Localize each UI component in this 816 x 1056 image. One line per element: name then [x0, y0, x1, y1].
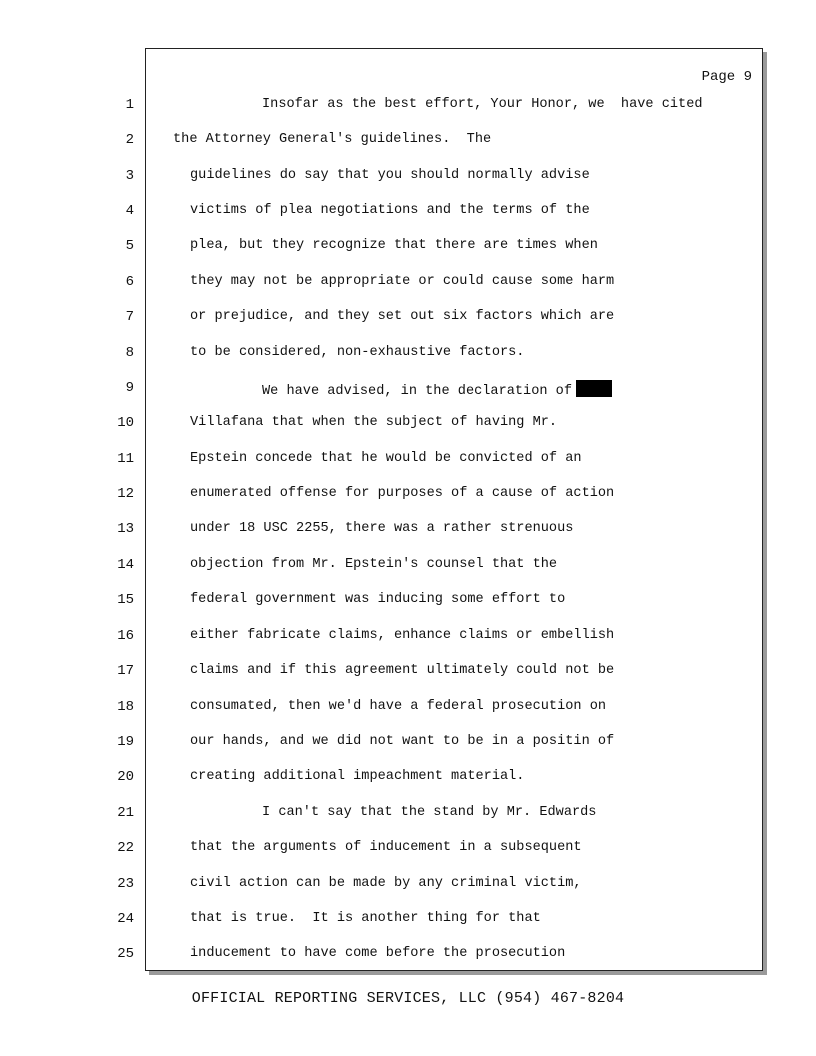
line-number: 10	[117, 415, 134, 431]
transcript-page	[145, 48, 763, 971]
transcript-line: Insofar as the best effort, Your Honor, we have cited	[262, 97, 703, 112]
line-number: 15	[117, 592, 134, 608]
transcript-line-text: We have advised, in the declaration of	[262, 384, 572, 399]
transcript-line: under 18 USC 2255, there was a rather strenuous	[190, 521, 574, 536]
line-number: 20	[117, 769, 134, 785]
line-number: 2	[125, 132, 134, 148]
line-number: 6	[125, 274, 134, 290]
transcript-line: Villafana that when the subject of having Mr.	[190, 415, 558, 430]
transcript-line: guidelines do say that you should normally advise	[190, 168, 590, 183]
page-number: Page 9	[701, 69, 752, 85]
transcript-line: inducement to have come before the prosecution	[190, 946, 566, 961]
transcript-line: plea, but they recognize that there are times when	[190, 238, 598, 253]
transcript-line: that is true. It is another thing for that	[190, 911, 541, 926]
line-number: 11	[117, 451, 134, 467]
transcript-line: the Attorney General's guidelines. The	[173, 132, 492, 147]
transcript-line: consumated, then we'd have a federal prosecution on	[190, 699, 607, 714]
transcript-line: to be considered, non-exhaustive factors.	[190, 345, 525, 360]
transcript-line: victims of plea negotiations and the terms of the	[190, 203, 590, 218]
redaction-box	[576, 380, 612, 397]
line-number: 22	[117, 840, 134, 856]
line-number: 12	[117, 486, 134, 502]
line-number: 8	[125, 345, 134, 361]
line-number: 17	[117, 663, 134, 679]
line-number: 25	[117, 946, 134, 962]
line-number: 19	[117, 734, 134, 750]
line-number: 7	[125, 309, 134, 325]
line-number: 23	[117, 876, 134, 892]
transcript-line: enumerated offense for purposes of a cause of action	[190, 486, 615, 501]
line-number: 24	[117, 911, 134, 927]
line-number: 1	[125, 97, 134, 113]
line-number: 9	[125, 380, 134, 396]
line-number: 3	[125, 168, 134, 184]
line-number: 4	[125, 203, 134, 219]
transcript-line: objection from Mr. Epstein's counsel that the	[190, 557, 558, 572]
transcript-line: or prejudice, and they set out six factors which are	[190, 309, 615, 324]
transcript-line: creating additional impeachment material.	[190, 769, 525, 784]
line-number: 13	[117, 521, 134, 537]
transcript-line: claims and if this agreement ultimately could not be	[190, 663, 615, 678]
line-number: 21	[117, 805, 134, 821]
transcript-line: that the arguments of inducement in a subsequent	[190, 840, 582, 855]
transcript-line: either fabricate claims, enhance claims or embellish	[190, 628, 615, 643]
transcript-line: Epstein concede that he would be convicted of an	[190, 451, 582, 466]
transcript-line: they may not be appropriate or could cause some harm	[190, 274, 615, 289]
line-number: 14	[117, 557, 134, 573]
transcript-line: civil action can be made by any criminal victim,	[190, 876, 582, 891]
line-number: 18	[117, 699, 134, 715]
transcript-line: federal government was inducing some effort to	[190, 592, 566, 607]
line-number: 16	[117, 628, 134, 644]
transcript-line: I can't say that the stand by Mr. Edwards	[262, 805, 597, 820]
line-number: 5	[125, 238, 134, 254]
reporter-footer: OFFICIAL REPORTING SERVICES, LLC (954) 467-8204	[191, 990, 625, 1007]
transcript-line	[262, 380, 612, 400]
transcript-line: our hands, and we did not want to be in a positin of	[190, 734, 615, 749]
